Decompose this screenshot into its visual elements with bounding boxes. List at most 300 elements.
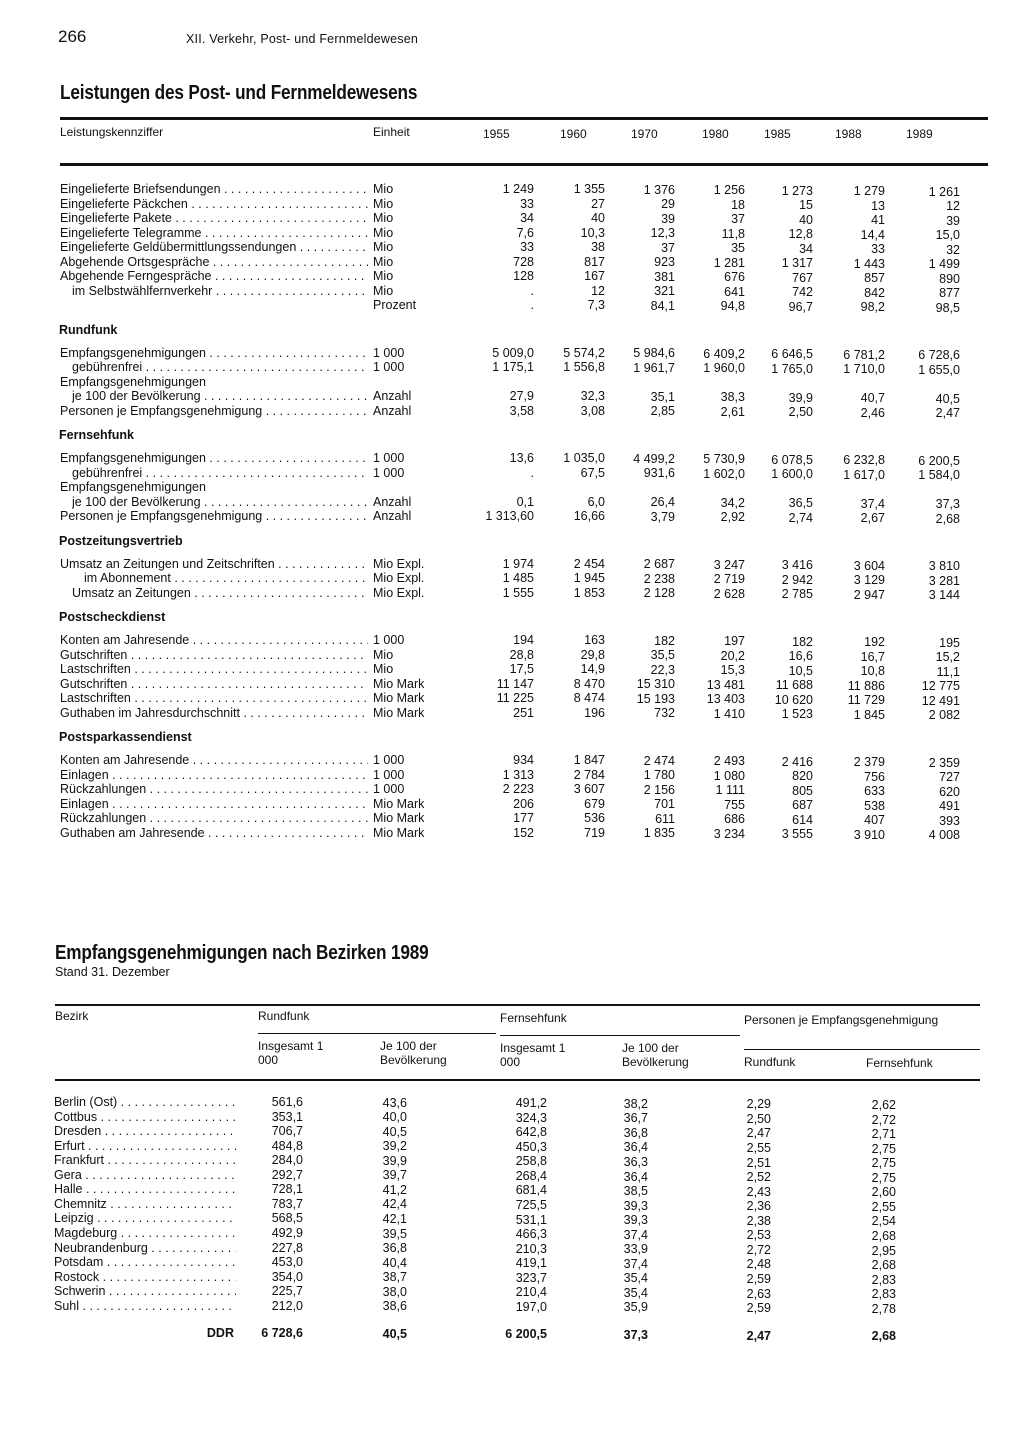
t2-rule-personen (744, 1049, 980, 1050)
row-value: 27 (591, 196, 605, 211)
bezirk-value: 2,59 (746, 1301, 771, 1316)
bezirk-value: 6 200,5 (505, 1327, 547, 1342)
row-value: 40 (591, 211, 605, 226)
row-value: 755 (724, 797, 745, 812)
row-value: 11 147 (496, 676, 534, 691)
bezirk-value: 2,47 (746, 1126, 771, 1141)
row-value: 12,8 (788, 227, 813, 242)
table-row (0, 269, 1024, 286)
table-row (0, 1167, 1024, 1185)
bezirk-name: Leipzig . . . (54, 1211, 236, 1225)
row-value: 2 719 (713, 572, 745, 587)
row-value: 1 175,1 (492, 360, 534, 374)
row-unit: Mio Mark (373, 825, 425, 840)
section-heading: Postscheckdienst (59, 610, 166, 624)
bezirk-value: 2,71 (871, 1127, 896, 1142)
table-row (0, 1240, 1024, 1258)
table1-col-header: 1989 (906, 127, 933, 141)
row-value: 3 604 (853, 558, 885, 573)
bezirk-value: 38,0 (382, 1284, 407, 1299)
row-label: Eingelieferte Briefsendungen . . . (60, 182, 368, 196)
bezirk-value: 42,4 (382, 1197, 407, 1212)
row-value: 1 035,0 (563, 451, 605, 466)
bezirk-value: 2,68 (871, 1258, 896, 1273)
row-value: 1 847 (573, 753, 605, 768)
row-label: Abgehende Ortsgespräche . . . (60, 255, 368, 269)
bezirk-value: 38,5 (623, 1184, 648, 1199)
row-value: 2,85 (650, 404, 675, 419)
row-unit: Mio (373, 211, 394, 225)
row-label: gebührenfrei . . . (72, 466, 368, 480)
row-value: 701 (654, 797, 675, 812)
row-value: 407 (864, 813, 885, 828)
row-value: 1 835 (643, 826, 675, 841)
table-row (0, 647, 1024, 665)
bezirk-value: 323,7 (515, 1270, 547, 1285)
table-row (0, 465, 1024, 483)
row-value: 32,3 (580, 389, 605, 404)
row-value: 614 (792, 812, 813, 827)
bezirk-value: 2,55 (871, 1199, 896, 1214)
row-value: 15 310 (636, 677, 675, 692)
bezirk-value: 39,5 (382, 1226, 407, 1241)
bezirk-value: 2,72 (871, 1112, 896, 1127)
row-value: 842 (864, 285, 885, 300)
t2-rule-fernsehfunk (500, 1035, 740, 1036)
bezirk-value: 453,0 (271, 1255, 303, 1270)
table-row (0, 225, 1024, 243)
row-value: 3 144 (928, 588, 960, 603)
row-value: 679 (584, 796, 605, 811)
table-row (0, 1211, 1024, 1229)
row-value: 536 (584, 811, 605, 826)
bezirk-value: 2,72 (746, 1242, 771, 1257)
bezirk-name: Potsdam . . . (54, 1255, 236, 1269)
bezirk-name: Schwerin . . . (54, 1284, 236, 1298)
bezirk-value: 227,8 (271, 1240, 303, 1255)
row-value: 1 313,60 (485, 509, 534, 523)
row-label: Personen je Empfangsgenehmigung . . . (60, 509, 368, 523)
bezirk-value: 40,5 (382, 1124, 407, 1139)
row-unit: Mio Mark (373, 705, 425, 720)
table2-top-rule (55, 1004, 980, 1006)
t2-header-je100-r: Je 100 der Bevölkerung (380, 1039, 447, 1067)
bezirk-value: 2,54 (871, 1214, 896, 1229)
bezirk-value: 2,36 (746, 1199, 771, 1214)
t2-header-bezirk: Bezirk (55, 1009, 89, 1023)
row-value: 2,47 (935, 406, 960, 421)
row-value: 32 (946, 242, 960, 257)
table-row (0, 782, 1024, 799)
row-value: 20,2 (720, 648, 745, 663)
row-value: 3,08 (580, 403, 605, 418)
bezirk-value: 6 728,6 (261, 1326, 303, 1341)
row-unit: Mio (373, 225, 394, 240)
row-value: 197 (724, 634, 745, 649)
page-number: 266 (58, 27, 87, 46)
row-value: 10,3 (580, 225, 605, 240)
row-value: 1 617,0 (843, 467, 885, 482)
row-value: 167 (584, 269, 605, 284)
row-value: 1 279 (853, 184, 885, 199)
row-value: 12,3 (650, 226, 675, 241)
row-value: 1 974 (502, 556, 534, 571)
row-label: Guthaben am Jahresende . . . (60, 826, 368, 840)
bezirk-name: Suhl . . . (54, 1299, 236, 1313)
row-value: 1 765,0 (771, 361, 813, 376)
bezirk-name: DDR (206, 1326, 234, 1341)
row-value: 381 (654, 269, 675, 284)
row-value: 728 (513, 254, 534, 269)
row-value: 2,68 (935, 511, 960, 526)
table-row (0, 556, 1024, 574)
bezirk-value: 33,9 (623, 1242, 648, 1257)
table-row (0, 767, 1024, 785)
bezirk-value: 2,38 (746, 1213, 771, 1228)
total-row (0, 1326, 1024, 1344)
row-value: 1 410 (713, 706, 745, 721)
row-value: 2,46 (860, 405, 885, 420)
row-value: 2,67 (860, 511, 885, 526)
row-value: 11 225 (496, 691, 534, 705)
row-value: 194 (513, 633, 534, 647)
row-unit: Mio Mark (373, 811, 425, 825)
bezirk-value: 2,51 (746, 1155, 771, 1170)
bezirk-value: 2,78 (871, 1301, 896, 1316)
row-value: 13 403 (706, 692, 745, 707)
row-value: 37 (731, 212, 745, 227)
bezirk-value: 225,7 (271, 1284, 303, 1299)
row-value: 6 078,5 (771, 452, 813, 467)
bezirk-value: 197,0 (515, 1299, 547, 1314)
row-value: 12 491 (921, 693, 960, 708)
table-row (0, 705, 1024, 723)
table-row (0, 796, 1024, 814)
row-value: 98,2 (860, 300, 885, 315)
row-value: 1 355 (573, 182, 605, 197)
table-row (0, 182, 1024, 199)
table-row (0, 1109, 1024, 1127)
row-unit: 1 000 (373, 633, 405, 647)
row-value: 182 (792, 634, 813, 649)
row-value: 16,7 (860, 649, 885, 664)
row-value: 2 942 (781, 572, 813, 587)
row-label: Empfangsgenehmigungen (60, 374, 206, 389)
row-unit: 1 000 (373, 451, 405, 465)
bezirk-value: 292,7 (271, 1167, 303, 1182)
row-value: 37 (661, 240, 675, 255)
table-row (0, 691, 1024, 708)
row-label: Eingelieferte Pakete . . . (60, 211, 368, 225)
row-value: 15 (799, 198, 813, 213)
bezirk-value: 2,29 (746, 1097, 771, 1112)
row-value: 2 784 (573, 767, 605, 782)
bezirk-value: 40,0 (382, 1110, 407, 1125)
row-value: 152 (513, 825, 534, 840)
bezirk-name: Dresden . . . (54, 1124, 236, 1138)
bezirk-value: 268,4 (515, 1168, 547, 1183)
row-value: 3,58 (509, 403, 534, 418)
row-value: 196 (584, 705, 605, 720)
row-value: 8 470 (573, 676, 605, 691)
row-unit: Mio Mark (373, 691, 425, 705)
row-value: 1 443 (853, 256, 885, 271)
row-unit: Mio Mark (373, 676, 425, 691)
row-unit: 1 000 (373, 753, 405, 767)
row-value: 931,6 (643, 466, 675, 481)
row-value: 13,6 (509, 451, 534, 465)
row-value: 33 (520, 196, 534, 211)
table2-title: Empfangsgenehmigungen nach Bezirken 1989 (55, 942, 429, 964)
row-value: 6,0 (587, 494, 605, 509)
section-heading: Rundfunk (59, 322, 118, 337)
row-value: 12 775 (921, 679, 960, 694)
row-value: 1 780 (643, 768, 675, 783)
table-row (0, 1284, 1024, 1302)
row-unit: Anzahl (373, 509, 412, 523)
bezirk-value: 353,1 (271, 1109, 303, 1124)
bezirk-value: 40,4 (382, 1255, 407, 1270)
table-row (0, 753, 1024, 770)
table-row (0, 585, 1024, 603)
row-value: 687 (792, 798, 813, 813)
table-row (0, 825, 1024, 843)
bezirk-value: 492,9 (271, 1225, 303, 1240)
row-value: 820 (792, 769, 813, 784)
bezirk-value: 39,2 (382, 1139, 407, 1154)
row-value: 15,0 (935, 228, 960, 243)
bezirk-value: 38,7 (382, 1270, 407, 1285)
row-value: 6 781,2 (843, 347, 885, 362)
table-row (0, 1182, 1024, 1200)
row-value: 35,5 (650, 648, 675, 663)
row-value: 40,7 (860, 391, 885, 406)
table-row (0, 1124, 1024, 1142)
row-value: 1 853 (573, 585, 605, 600)
row-label: im Selbstwählfernverkehr . . . (72, 284, 368, 298)
row-label: Gutschriften . . . (60, 677, 368, 691)
bezirk-value: 783,7 (271, 1196, 303, 1211)
row-value: 11,1 (936, 664, 960, 679)
row-value: 67,5 (580, 465, 605, 480)
row-label: Empfangsgenehmigungen . . . (60, 346, 368, 360)
bezirk-value: 38,2 (623, 1096, 648, 1111)
row-value: 22,3 (650, 662, 675, 677)
table1-col-header: 1985 (764, 127, 791, 141)
bezirk-value: 210,4 (515, 1285, 547, 1300)
row-value: 633 (864, 784, 885, 799)
row-value: 15,2 (935, 650, 960, 665)
bezirk-value: 2,63 (746, 1286, 771, 1301)
row-value: 1 313 (502, 767, 534, 782)
row-value: 18 (731, 197, 745, 212)
bezirk-value: 531,1 (515, 1212, 547, 1227)
bezirk-value: 35,9 (623, 1300, 648, 1315)
row-value: 676 (724, 270, 745, 285)
row-value: 3 129 (853, 573, 885, 588)
table-row (0, 1138, 1024, 1156)
row-label: Konten am Jahresende . . . (60, 753, 368, 767)
table-row (0, 360, 1024, 377)
row-value: 2 493 (713, 754, 745, 769)
row-value: 11 729 (847, 693, 885, 708)
row-value: 84,1 (650, 298, 675, 313)
row-value: 1 710,0 (843, 362, 885, 377)
row-value: 128 (513, 269, 534, 283)
row-value: 192 (864, 635, 885, 650)
bezirk-name: Magdeburg . . . (54, 1226, 236, 1240)
row-label: gebührenfrei . . . (72, 360, 368, 374)
row-value: 1 523 (781, 707, 813, 722)
row-value: 29 (661, 197, 675, 212)
bezirk-value: 2,75 (871, 1156, 896, 1171)
row-unit: Anzahl (373, 494, 412, 509)
section-heading: Postzeitungsvertrieb (59, 533, 183, 548)
bezirk-value: 2,68 (871, 1329, 896, 1344)
row-label: Abgehende Ferngespräche . . . (60, 269, 368, 283)
row-label: Rückzahlungen . . . (60, 811, 368, 825)
row-label: Empfangsgenehmigungen (60, 480, 206, 494)
row-value: 727 (939, 770, 960, 785)
row-label: Eingelieferte Geldübermittlungssendungen . . . (60, 240, 368, 254)
row-value: 1 499 (928, 257, 960, 272)
row-value: 16,66 (573, 509, 605, 524)
table-row (0, 571, 1024, 588)
row-value: 8 474 (573, 691, 605, 706)
bezirk-name: Cottbus . . . (54, 1110, 236, 1124)
table1-col-header: Leistungskennziffer (60, 125, 164, 139)
bezirk-value: 284,0 (271, 1153, 303, 1168)
bezirk-value: 2,62 (871, 1098, 896, 1112)
row-value: 6 200,5 (918, 453, 960, 468)
bezirk-value: 2,59 (746, 1271, 771, 1286)
row-value: 742 (792, 285, 813, 300)
bezirk-value: 642,8 (515, 1125, 547, 1140)
bezirk-value: 2,43 (746, 1184, 771, 1199)
row-value: 2 454 (573, 556, 605, 571)
row-label: Lastschriften . . . (60, 662, 368, 676)
row-label: Rückzahlungen . . . (60, 782, 368, 796)
row-value: 1 960,0 (703, 361, 745, 376)
table-row (0, 389, 1024, 406)
bezirk-value: 36,4 (623, 1140, 648, 1155)
table-row (0, 451, 1024, 468)
row-value: 2,92 (720, 510, 745, 525)
row-value: 1 555 (502, 585, 534, 600)
row-value: 857 (864, 271, 885, 286)
row-value: 756 (864, 769, 885, 784)
bezirk-value: 39,3 (623, 1213, 648, 1228)
bezirk-name: Neubrandenburg . . . (54, 1241, 236, 1255)
row-value: 10,8 (860, 664, 885, 679)
row-value: 29,8 (580, 647, 605, 662)
bezirk-value: 2,95 (871, 1243, 896, 1258)
row-value: 40,5 (935, 391, 960, 406)
row-value: 39,9 (788, 390, 813, 405)
row-value: 393 (939, 813, 960, 828)
bezirk-value: 210,3 (515, 1241, 547, 1256)
row-label: Eingelieferte Telegramme . . . (60, 226, 368, 240)
row-value: 719 (584, 825, 605, 840)
table1-col-header: Einheit (373, 125, 410, 139)
bezirk-value: 2,48 (746, 1257, 771, 1272)
bezirk-value: 491,2 (515, 1096, 547, 1111)
row-value: 1 602,0 (703, 466, 745, 481)
row-unit: Mio (373, 196, 394, 211)
row-label: je 100 der Bevölkerung . . . (72, 495, 368, 509)
row-label: Einlagen . . . (60, 797, 368, 811)
row-unit: 1 000 (373, 465, 405, 480)
row-value: 2,61 (720, 404, 745, 419)
row-value: 0,1 (516, 494, 534, 509)
row-value: 2 628 (713, 586, 745, 601)
bezirk-value: 39,3 (623, 1198, 648, 1213)
row-value: 2 474 (643, 753, 675, 768)
row-value: . (530, 283, 534, 298)
row-value: 35,1 (650, 389, 675, 404)
row-value: . (530, 298, 534, 312)
section-heading: Postsparkassendienst (59, 730, 192, 744)
bezirk-value: 484,8 (271, 1138, 303, 1153)
row-value: 1 273 (781, 183, 813, 198)
bezirk-value: 36,7 (623, 1111, 648, 1126)
row-unit: Mio Expl. (373, 556, 425, 571)
row-value: 3 810 (928, 559, 960, 574)
row-value: 805 (792, 783, 813, 798)
t2-rule-rundfunk (258, 1033, 496, 1034)
row-value: 26,4 (650, 495, 675, 510)
row-value: 1 261 (928, 184, 960, 199)
bezirk-value: 43,6 (382, 1095, 407, 1110)
row-value: 7,3 (587, 298, 605, 313)
bezirk-value: 2,68 (871, 1228, 896, 1243)
row-value: 41 (871, 213, 885, 228)
table1-col-header: 1988 (835, 127, 862, 141)
bezirk-value: 466,3 (515, 1227, 547, 1242)
row-value: 28,8 (509, 647, 534, 662)
bezirk-value: 419,1 (515, 1256, 547, 1271)
row-value: 890 (939, 271, 960, 286)
table-row (0, 1196, 1024, 1214)
table-row (0, 811, 1024, 828)
row-label: Empfangsgenehmigungen . . . (60, 451, 368, 465)
bezirk-value: 561,6 (271, 1095, 303, 1109)
row-unit: Anzahl (373, 403, 412, 418)
row-value: 1 655,0 (918, 362, 960, 377)
row-value: 16,6 (788, 649, 813, 664)
row-value: 1 080 (713, 768, 745, 783)
row-value: 11 688 (775, 678, 813, 693)
row-value: 1 111 (715, 783, 745, 798)
table1-col-header: 1955 (483, 127, 510, 141)
table2-header-rule (55, 1079, 980, 1081)
bezirk-value: 36,4 (623, 1169, 648, 1184)
table1-col-header: 1980 (702, 127, 729, 141)
row-value: 3 555 (781, 827, 813, 842)
bezirk-value: 2,83 (871, 1287, 896, 1302)
bezirk-name: Chemnitz . . . (54, 1197, 236, 1211)
bezirk-value: 35,4 (623, 1285, 648, 1300)
t2-header-insgesamt-r: Insgesamt 1 000 (258, 1039, 324, 1067)
table-row (0, 480, 1024, 494)
row-label: Eingelieferte Päckchen . . . (60, 197, 368, 211)
row-value: 491 (939, 799, 960, 814)
row-value: 37,4 (860, 496, 885, 511)
bezirk-value: 212,0 (271, 1298, 303, 1313)
row-value: 3,79 (650, 509, 675, 524)
row-value: 4 008 (928, 828, 960, 843)
bezirk-name: Halle . . . (54, 1182, 236, 1196)
